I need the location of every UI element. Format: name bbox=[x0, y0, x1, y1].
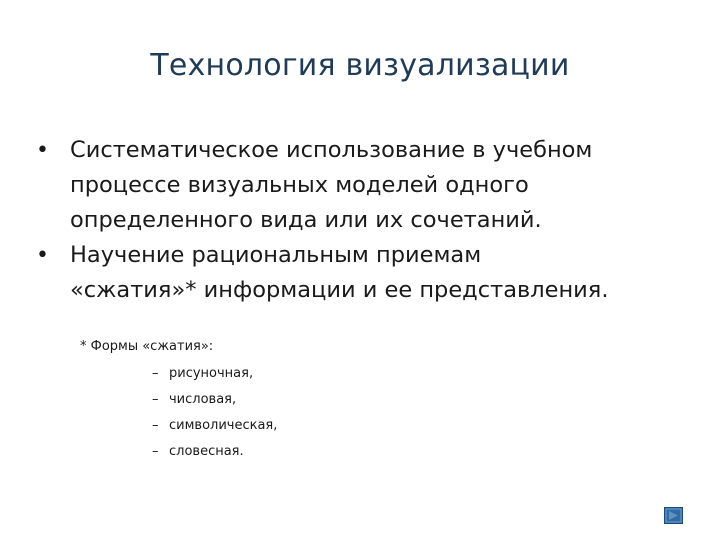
bullet-line: определенного вида или их сочетаний. bbox=[70, 207, 542, 233]
compression-forms-list bbox=[152, 361, 277, 465]
bullet-line: Научение рациональным приемам bbox=[70, 242, 482, 268]
slide-title: Технология визуализации bbox=[150, 48, 570, 83]
list-item-text: символическая, bbox=[169, 418, 278, 433]
list-item bbox=[152, 413, 277, 439]
bullet-text bbox=[70, 133, 700, 238]
play-next-icon bbox=[665, 508, 682, 523]
list-item-text: рисуночная, bbox=[169, 366, 254, 381]
list-item-text: числовая, bbox=[169, 392, 237, 407]
bullet-line: процессе визуальных моделей одного bbox=[70, 172, 529, 198]
dash-marker: – bbox=[152, 392, 159, 407]
dash-marker: – bbox=[152, 366, 159, 381]
bullet-list bbox=[30, 133, 700, 308]
next-slide-button[interactable] bbox=[664, 507, 683, 524]
bullet-item bbox=[30, 133, 700, 238]
list-item bbox=[152, 439, 277, 465]
bullet-text bbox=[70, 238, 700, 308]
bullet-item bbox=[30, 238, 700, 308]
list-item bbox=[152, 387, 277, 413]
bullet-marker: • bbox=[36, 138, 49, 163]
dash-marker: – bbox=[152, 444, 159, 459]
list-item bbox=[152, 361, 277, 387]
footnote: * Формы «сжатия»: bbox=[80, 339, 214, 354]
bullet-line: Систематическое использование в учебном bbox=[70, 137, 593, 163]
bullet-marker: • bbox=[36, 243, 49, 268]
bullet-line: «сжатия»* информации и ее представления. bbox=[70, 277, 609, 303]
list-item-text: словесная. bbox=[169, 444, 244, 459]
dash-marker: – bbox=[152, 418, 159, 433]
